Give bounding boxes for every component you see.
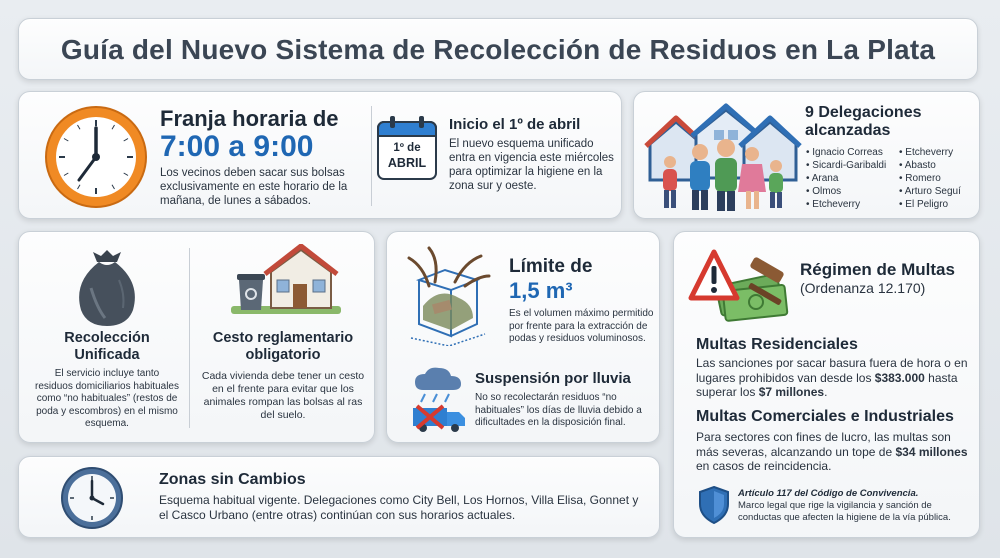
list-item: • Sicardi-Garibaldi xyxy=(806,159,886,172)
fines-subheading: (Ordenanza 12.170) xyxy=(800,280,926,296)
list-item: • Arturo Seguí xyxy=(899,185,961,198)
list-item: • Romero xyxy=(899,172,961,185)
delegations-card xyxy=(633,91,980,219)
list-item: • El Peligro xyxy=(899,198,961,211)
start-text: El nuevo esquema unificado entra en vigencia este miércoles para optimizar la higiene en la zona sur y oeste. xyxy=(449,138,614,192)
delegations-heading: 9 Delegaciones alcanzadas xyxy=(805,104,922,139)
list-item: • Ignacio Correas xyxy=(806,146,886,159)
calendar-day: 1º de xyxy=(393,142,421,154)
clock-icon xyxy=(41,102,151,212)
collection-card xyxy=(18,231,375,443)
wall-clock-icon xyxy=(59,465,125,531)
delegations-list-left xyxy=(806,146,886,211)
unified-collection-heading: Recolección Unificada xyxy=(64,330,150,363)
shield-icon xyxy=(698,486,730,524)
divider xyxy=(371,106,372,206)
legal-heading: Artículo 117 del Código de Convivencia. xyxy=(738,488,919,499)
limit-volume: 1,5 m³ xyxy=(509,278,573,303)
rain-text: No so recolectarán residuos “no habituales” los días de lluvia debido a dificultades en la disposición final. xyxy=(475,392,642,428)
list-item: • Abasto xyxy=(899,159,961,172)
bin-heading: Cesto reglamentario obligatorio xyxy=(212,330,354,363)
list-item: • Etcheverry xyxy=(899,146,961,159)
commercial-fines-text: Para sectores con fines de lucro, las multas son más severas, alcanzando un tope de $34 millones en casos de reincidencia. xyxy=(696,430,968,473)
limit-heading-1: Límite de xyxy=(509,256,593,277)
house-bin-icon xyxy=(231,244,341,316)
calendar-month: ABRIL xyxy=(387,156,427,170)
schedule-text: Los vecinos deben sacar sus bolsas exclusivamente en este horario de la mañana, de lunes a sábados. xyxy=(160,167,348,207)
list-item: • Olmos xyxy=(806,185,886,198)
trash-bag-icon xyxy=(71,248,143,328)
residential-fine-min: $383.000 xyxy=(874,370,925,385)
community-houses-icon xyxy=(644,102,804,214)
residential-fines-text: Las sanciones por sacar basura fuera de hora o en lugares prohibidos van desde los $383.000 hasta superar los $7 millones. xyxy=(696,356,968,399)
commercial-fine-max: $34 millones xyxy=(895,444,968,459)
warning-money-gavel-icon xyxy=(688,244,794,328)
delegations-list-right xyxy=(899,146,961,211)
commercial-fines-heading: Multas Comerciales e Industriales xyxy=(696,408,954,425)
limit-text: Es el volumen máximo permitido por frente para la extracción de podas y residuos voluminosos. xyxy=(509,308,654,344)
pruning-volume-icon xyxy=(399,246,493,346)
schedule-card xyxy=(18,91,622,219)
divider xyxy=(189,248,190,428)
page-title: Guía del Nuevo Sistema de Recolección de Residuos en La Plata xyxy=(60,34,936,65)
title-banner xyxy=(18,18,978,80)
list-item: • Arana xyxy=(806,172,886,185)
schedule-hours: 7:00 a 9:00 xyxy=(160,130,314,163)
list-item: • Etcheverry xyxy=(806,198,886,211)
unchanged-zones-heading: Zonas sin Cambios xyxy=(159,471,306,488)
bin-text: Cada vivienda debe tener un cesto en el frente para evitar que los animales rompan las bolsas al ras del suelo. xyxy=(201,370,365,421)
unchanged-zones-text: Esquema habitual vigente. Delegaciones como City Bell, Los Hornos, Villa Elisa, Gonnet y el Casco Urbano (entre otras) continúan con sus horarios actuales. xyxy=(159,493,639,522)
limits-card xyxy=(386,231,660,443)
unchanged-zones-card xyxy=(18,456,660,538)
fines-card xyxy=(673,231,980,538)
rain-truck-icon xyxy=(409,366,469,434)
fines-heading: Régimen de Multas xyxy=(800,260,955,279)
unified-collection-text: El servicio incluye tanto residuos domiciliarios habituales como “no habituales” (restos de poda y escombros) en el mismo esquema. xyxy=(35,368,179,429)
start-heading: Inicio el 1º de abril xyxy=(449,116,581,133)
schedule-heading-1: Franja horaria de xyxy=(160,106,339,131)
residential-fine-max: $7 millones xyxy=(758,385,825,399)
residential-fines-heading: Multas Residenciales xyxy=(696,336,858,353)
legal-text: Marco legal que rige la vigilancia y sanción de conductas que afecten la higiene de la vía pública. xyxy=(738,500,951,523)
rain-heading: Suspensión por lluvia xyxy=(475,370,631,387)
